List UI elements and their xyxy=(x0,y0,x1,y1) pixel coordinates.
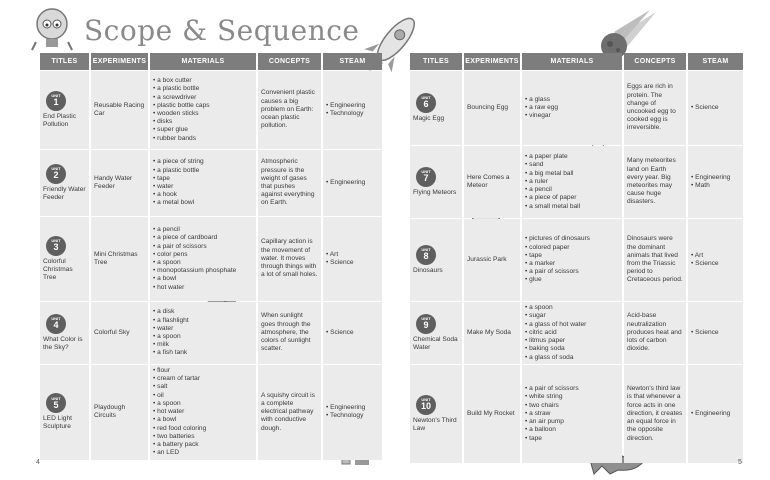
material-item: • tape xyxy=(153,175,253,183)
unit-label: UNIT xyxy=(421,247,431,253)
material-item: • litmus paper xyxy=(525,337,619,345)
steam-item: • Engineering xyxy=(326,102,379,110)
unit-number: 2 xyxy=(53,170,59,181)
steam-list xyxy=(326,179,379,187)
material-item: • a balloon xyxy=(525,426,619,434)
material-item: • a spoon xyxy=(153,400,253,408)
table-row xyxy=(40,302,382,364)
unit-title-cell xyxy=(410,146,462,218)
material-item: • disks xyxy=(153,118,253,126)
table-row xyxy=(40,365,382,460)
unit-title-cell xyxy=(40,217,89,301)
unit-label: UNIT xyxy=(421,316,431,322)
concept-cell: Convenient plastic causes a big problem on Earth: ocean plastic pollution. xyxy=(258,71,321,149)
material-item: • hot water xyxy=(153,284,253,292)
scope-table-right xyxy=(408,52,745,464)
steam-cell xyxy=(688,71,743,145)
unit-title: End Plastic Pollution xyxy=(43,112,76,128)
experiment-cell: Colorful Sky xyxy=(91,302,148,364)
unit-title-cell xyxy=(410,71,462,145)
unit-title: Friendly Water Feeder xyxy=(43,185,86,201)
material-item: • a metal bowl xyxy=(153,199,253,207)
steam-item: • Science xyxy=(691,104,740,112)
concept-cell: Many meteorites land on Earth every year. Big meteorites may cause huge disasters. xyxy=(624,146,686,218)
unit-title-cell xyxy=(410,365,462,463)
material-item: • tape xyxy=(525,252,619,260)
header-steam: STEAM xyxy=(323,53,382,70)
material-item: • oil xyxy=(153,392,253,400)
experiment-cell: Reusable Racing Car xyxy=(91,71,148,149)
unit-title: Chemical Soda Water xyxy=(413,335,458,351)
header-materials: MATERIALS xyxy=(150,53,256,70)
material-item: • colored paper xyxy=(525,244,619,252)
header-concepts: CONCEPTS xyxy=(624,53,686,70)
unit-title: LED Light Sculpture xyxy=(43,415,72,431)
unit-number: 5 xyxy=(53,399,59,410)
steam-item: • Math xyxy=(691,182,740,190)
experiment-cell: Mini Christmas Tree xyxy=(91,217,148,301)
steam-item: • Science xyxy=(326,329,379,337)
materials-cell xyxy=(522,365,622,463)
material-item: • a pair of scissors xyxy=(525,385,619,393)
materials-cell xyxy=(522,71,622,145)
materials-cell xyxy=(522,219,622,301)
material-item: • sugar xyxy=(525,312,619,320)
material-item: • a spoon xyxy=(153,259,253,267)
material-item: • a plastic bottle xyxy=(153,167,253,175)
unit-title: What Color is the Sky? xyxy=(43,335,83,351)
unit-label: UNIT xyxy=(51,395,61,401)
header-concepts: CONCEPTS xyxy=(258,53,321,70)
material-item: • milk xyxy=(153,341,253,349)
experiment-cell: Build My Rocket xyxy=(464,365,520,463)
unit-badge xyxy=(46,164,66,184)
unit-title: Colorful Christmas Tree xyxy=(43,257,73,282)
materials-list xyxy=(525,235,619,284)
material-item: • a glass of soda xyxy=(525,354,619,362)
material-item: • water xyxy=(153,183,253,191)
page-number-left: 4 xyxy=(36,459,40,466)
materials-list xyxy=(153,367,253,458)
materials-list xyxy=(525,304,619,362)
material-item: • a big metal ball xyxy=(525,170,619,178)
material-item: • baking soda xyxy=(525,345,619,353)
material-item: • a spoon xyxy=(525,304,619,312)
material-item: • hot water xyxy=(153,408,253,416)
unit-title-cell xyxy=(40,71,89,149)
header-titles: TITLES xyxy=(40,53,89,70)
material-item: • a glass xyxy=(525,96,619,104)
page-title: Scope & Sequence xyxy=(84,14,360,47)
material-item: • rubber bands xyxy=(153,135,253,143)
header-steam: STEAM xyxy=(688,53,743,70)
concept-cell: Acid-base neutralization produces heat and lots of carbon dioxide. xyxy=(624,302,686,364)
header-experiments: EXPERIMENTS xyxy=(464,53,520,70)
material-item: • red food coloring xyxy=(153,425,253,433)
experiment-cell: Handy Water Feeder xyxy=(91,150,148,216)
materials-list xyxy=(153,226,253,292)
material-item: • a plastic bottle xyxy=(153,85,253,93)
table-header-row xyxy=(410,53,743,70)
unit-title-cell xyxy=(410,219,462,301)
material-item: • citric acid xyxy=(525,329,619,337)
material-item: • a pencil xyxy=(153,226,253,234)
material-item: • a bowl xyxy=(153,275,253,283)
material-item: • salt xyxy=(153,383,253,391)
steam-list xyxy=(326,102,379,118)
steam-cell xyxy=(323,71,382,149)
unit-title-cell xyxy=(40,365,89,460)
steam-list xyxy=(326,251,379,267)
unit-title: Flying Meteors xyxy=(413,188,457,196)
materials-cell xyxy=(522,302,622,364)
steam-list xyxy=(691,329,740,337)
steam-cell xyxy=(688,302,743,364)
material-item: • wooden sticks xyxy=(153,110,253,118)
material-item: • a battery pack xyxy=(153,441,253,449)
unit-number: 10 xyxy=(420,401,431,412)
materials-cell xyxy=(150,150,256,216)
steam-list xyxy=(691,252,740,268)
steam-cell xyxy=(323,150,382,216)
scope-table-right-panel xyxy=(408,52,741,464)
table-row xyxy=(40,71,382,149)
steam-item: • Engineering xyxy=(691,410,740,418)
unit-badge xyxy=(46,314,66,334)
material-item: • a hook xyxy=(153,191,253,199)
table-header-row xyxy=(40,53,382,70)
materials-list xyxy=(525,385,619,443)
unit-title: Newton's Third Law xyxy=(413,416,457,432)
steam-cell xyxy=(323,365,382,460)
material-item: • two chairs xyxy=(525,402,619,410)
unit-badge xyxy=(416,245,436,265)
unit-badge xyxy=(46,91,66,111)
material-item: • water xyxy=(153,325,253,333)
steam-item: • Technology xyxy=(326,412,379,420)
material-item: • a piece of paper xyxy=(525,194,619,202)
materials-list xyxy=(153,308,253,357)
material-item: • plastic bottle caps xyxy=(153,102,253,110)
header-experiments: EXPERIMENTS xyxy=(91,53,148,70)
unit-badge xyxy=(46,236,66,256)
materials-cell xyxy=(522,146,622,218)
unit-label: UNIT xyxy=(51,93,61,99)
material-item: • a pair of scissors xyxy=(153,243,253,251)
unit-badge xyxy=(416,167,436,187)
unit-label: UNIT xyxy=(421,169,431,175)
materials-cell xyxy=(150,302,256,364)
unit-label: UNIT xyxy=(421,397,431,403)
concept-cell: A squishy circuit is a complete electrical pathway with conductive dough. xyxy=(258,365,321,460)
material-item: • a flashlight xyxy=(153,317,253,325)
material-item: • color pens xyxy=(153,251,253,259)
unit-label: UNIT xyxy=(51,316,61,322)
scope-table-left xyxy=(38,52,384,461)
steam-list xyxy=(691,174,740,190)
material-item: • white string xyxy=(525,393,619,401)
unit-number: 9 xyxy=(423,320,429,331)
materials-cell xyxy=(150,217,256,301)
material-item: • a marker xyxy=(525,260,619,268)
unit-label: UNIT xyxy=(51,238,61,244)
table-row xyxy=(410,219,743,301)
material-item: • glue xyxy=(525,276,619,284)
material-item: • a pair of scissors xyxy=(525,268,619,276)
material-item: • flour xyxy=(153,367,253,375)
concept-cell: Newton's third law is that whenever a force acts in one direction, it creates an equal force in the opposite direction. xyxy=(624,365,686,463)
unit-title-cell xyxy=(40,150,89,216)
material-item: • a glass of hot water xyxy=(525,321,619,329)
experiment-cell: Playdough Circuits xyxy=(91,365,148,460)
unit-number: 1 xyxy=(53,97,59,108)
material-item: • cream of tartar xyxy=(153,375,253,383)
steam-list xyxy=(691,104,740,112)
steam-cell xyxy=(323,302,382,364)
materials-list xyxy=(525,96,619,121)
unit-title-cell xyxy=(40,302,89,364)
material-item: • tape xyxy=(525,435,619,443)
material-item: • a bowl xyxy=(153,416,253,424)
unit-badge xyxy=(416,395,436,415)
concept-cell: Atmospheric pressure is the weight of gases that pushes against everything on Earth. xyxy=(258,150,321,216)
material-item: • vinegar xyxy=(525,112,619,120)
unit-badge xyxy=(416,93,436,113)
page-number-right: 5 xyxy=(738,459,742,466)
material-item: • a ruler xyxy=(525,178,619,186)
materials-cell xyxy=(150,71,256,149)
materials-list xyxy=(153,158,253,207)
lightbulb-mascot-icon xyxy=(30,4,74,54)
experiment-cell: Bouncing Egg xyxy=(464,71,520,145)
material-item: • a raw egg xyxy=(525,104,619,112)
header-titles: TITLES xyxy=(410,53,462,70)
materials-cell xyxy=(150,365,256,460)
experiment-cell: Here Comes a Meteor xyxy=(464,146,520,218)
steam-item: • Engineering xyxy=(691,174,740,182)
unit-number: 6 xyxy=(423,99,429,110)
table-row xyxy=(40,217,382,301)
steam-item: • Science xyxy=(691,260,740,268)
table-row xyxy=(410,302,743,364)
steam-item: • Art xyxy=(691,252,740,260)
concept-cell: When sunlight goes through the atmosphere, the colors of sunlight scatter. xyxy=(258,302,321,364)
material-item: • a pencil xyxy=(525,186,619,194)
material-item: • two batteries xyxy=(153,433,253,441)
unit-label: UNIT xyxy=(421,95,431,101)
steam-item: • Technology xyxy=(326,110,379,118)
unit-number: 4 xyxy=(53,320,59,331)
unit-number: 7 xyxy=(423,173,429,184)
experiment-cell: Jurassic Park xyxy=(464,219,520,301)
unit-badge xyxy=(416,314,436,334)
concept-cell: Capillary action is the movement of water. It moves through things with a lot of small holes. xyxy=(258,217,321,301)
steam-cell xyxy=(688,365,743,463)
experiment-cell: Make My Soda xyxy=(464,302,520,364)
material-item: • monopotassium phosphate xyxy=(153,267,253,275)
material-item: • a piece of string xyxy=(153,158,253,166)
material-item: • an LED xyxy=(153,449,253,457)
unit-title: Magic Egg xyxy=(413,114,445,122)
material-item: • a small metal ball xyxy=(525,203,619,211)
material-item: • a box cutter xyxy=(153,77,253,85)
unit-number: 8 xyxy=(423,251,429,262)
material-item: • a spoon xyxy=(153,333,253,341)
steam-list xyxy=(326,404,379,420)
steam-list xyxy=(691,410,740,418)
unit-title: Dinosaurs xyxy=(413,266,443,274)
unit-title-cell xyxy=(410,302,462,364)
table-row xyxy=(410,71,743,145)
unit-number: 3 xyxy=(53,242,59,253)
material-item: • a fish tank xyxy=(153,349,253,357)
material-item: • a screwdriver xyxy=(153,94,253,102)
materials-list xyxy=(153,77,253,143)
header-materials: MATERIALS xyxy=(522,53,622,70)
material-item: • a disk xyxy=(153,308,253,316)
material-item: • sand xyxy=(525,161,619,169)
steam-item: • Science xyxy=(691,329,740,337)
concept-cell: Eggs are rich in protein. The change of uncooked egg to cooked egg is irreversible. xyxy=(624,71,686,145)
concept-cell: Dinosaurs were the dominant animals that lived from the Triassic period to Cretaceous period. xyxy=(624,219,686,301)
materials-list xyxy=(525,153,619,211)
steam-item: • Art xyxy=(326,251,379,259)
material-item: • super glue xyxy=(153,126,253,134)
table-row xyxy=(410,365,743,463)
scope-table-left-panel xyxy=(38,52,378,461)
steam-list xyxy=(326,329,379,337)
material-item: • a straw xyxy=(525,410,619,418)
material-item: • a paper plate xyxy=(525,153,619,161)
material-item: • a piece of cardboard xyxy=(153,234,253,242)
unit-badge xyxy=(46,393,66,413)
material-item: • an air pump xyxy=(525,418,619,426)
steam-cell xyxy=(688,146,743,218)
unit-label: UNIT xyxy=(51,166,61,172)
steam-cell xyxy=(688,219,743,301)
table-row xyxy=(410,146,743,218)
steam-item: • Engineering xyxy=(326,404,379,412)
steam-cell xyxy=(323,217,382,301)
table-row xyxy=(40,150,382,216)
material-item: • pictures of dinosaurs xyxy=(525,235,619,243)
steam-item: • Engineering xyxy=(326,179,379,187)
steam-item: • Science xyxy=(326,259,379,267)
